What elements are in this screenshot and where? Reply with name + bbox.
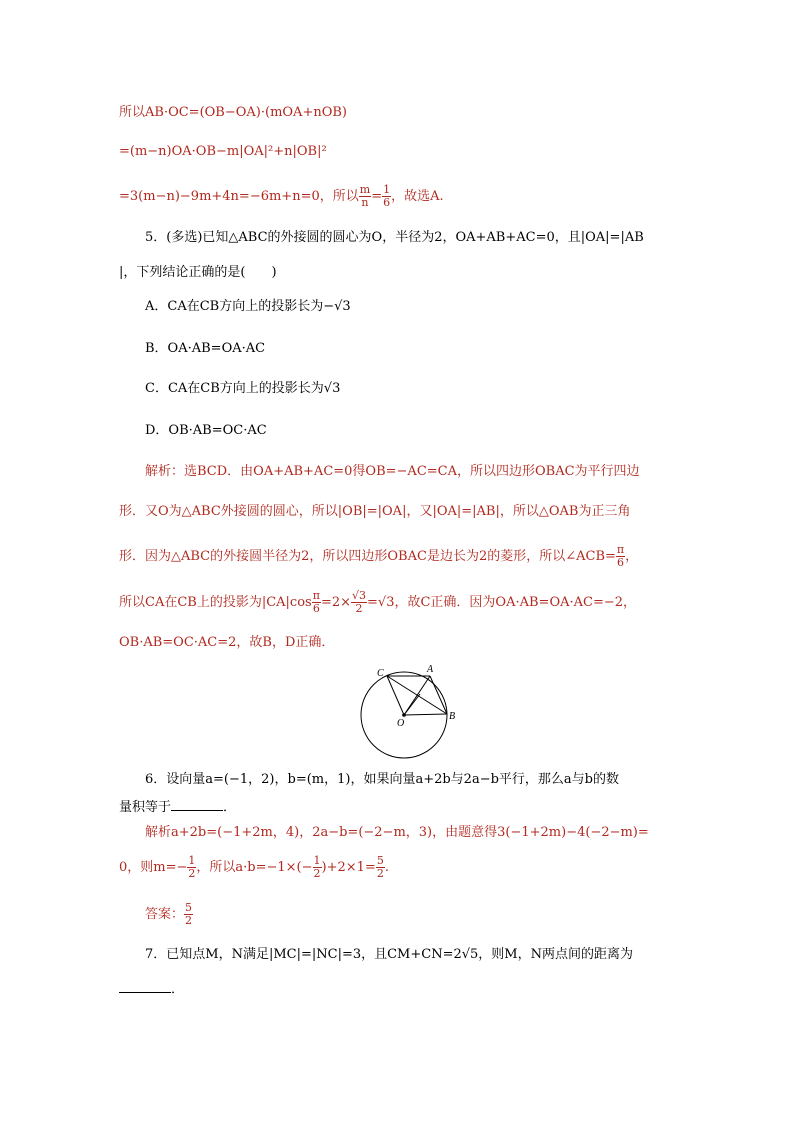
fraction-pi-over-six: $\frac{\pi}{6}$ — [616, 543, 625, 569]
fraction-one-half-2: $\frac{1}{2}$ — [313, 854, 321, 880]
center-point-o — [402, 713, 406, 717]
circumcircle-diagram — [360, 662, 472, 762]
prev-solution-line-1: 所以AB·OC=(OB−OA)·(mOA+nOB) — [119, 105, 347, 120]
rhombus-circle-figure — [360, 662, 472, 762]
label-a: A — [427, 664, 434, 675]
answer-blank — [171, 798, 223, 811]
prev-solution-line-3-text: =3(m−n)−9m+4n=−6m+n=0，所以 — [119, 189, 359, 204]
label-c: C — [377, 668, 384, 679]
fraction-sqrt3-over-two: $\frac{√3}{2}$ — [352, 589, 367, 615]
q5-solution-line-5: OB·AB=OC·AC=2，故B，D正确． — [119, 635, 335, 650]
segment-ob — [404, 714, 447, 715]
q6-solution-line-2: 0，则m=− $\frac{1}{2}$ ，所以a·b=−1×(− $\frac{1}{2}$ )+2×1= $\frac{5}{2}$ . — [119, 854, 389, 880]
segment-o-mid — [404, 694, 420, 715]
answer-blank-q7 — [119, 980, 171, 993]
fraction-m-over-n: $\frac{m}{n}$ — [359, 183, 371, 209]
q5-solution-line-4: 所以CA在CB上的投影为|CA|cos $\frac{\pi}{6}$ =2× $\frac{√3}{2}$ =√3，故C正确．因为OA·AB=OA·AC=−2， — [119, 589, 637, 615]
fraction-five-halves: $\frac{5}{2}$ — [376, 854, 384, 880]
q5-stem-line-1: 5．(多选)已知△ABC的外接圆的圆心为O，半径为2，OA+AB+AC=0，且|OA|=|AB — [145, 230, 644, 245]
q7-stem-line-2: ． — [119, 980, 184, 999]
fraction-pi-over-six-2: $\frac{\pi}{6}$ — [312, 589, 320, 615]
label-o: O — [397, 718, 405, 729]
answer-fraction-five-halves: $\frac{5}{2}$ — [185, 901, 193, 927]
prev-solution-line-2: =(m−n)OA·OB−m|OA|²+n|OB|² — [119, 144, 327, 159]
q6-answer: 答案： $\frac{5}{2}$ — [145, 901, 193, 927]
q5-stem-line-2: |，下列结论正确的是( ) — [119, 265, 277, 280]
q5-option-c: C．CA在CB方向上的投影长为√3 — [145, 381, 341, 396]
q7-stem-line-1: 7．已知点M，N满足|MC|=|NC|=3，且CM+CN=2√5，则M，N两点间的距离为 — [145, 947, 633, 962]
label-b: B — [449, 711, 456, 722]
q5-solution-line-2: 形．又O为△ABC外接圆的圆心，所以|OB|=|OA|，又|OA|=|AB|，所以△OAB为正三角 — [119, 504, 631, 519]
q5-solution-line-3: 形．因为△ABC的外接圆半径为2，所以四边形OBAC是边长为2的菱形，所以∠ACB= $\frac{\pi}{6}$ ， — [119, 543, 639, 569]
q5-solution-line-1: 解析：选BCD．由OA+AB+AC=0得OB=−AC=CA，所以四边形OBAC为平行四边 — [145, 464, 640, 479]
q6-stem-line-1: 6．设向量a=(−1，2)，b=(m，1)，如果向量a+2b与2a−b平行，那么a与b的数 — [145, 772, 619, 787]
prev-solution-line-3: =3(m−n)−9m+4n=−6m+n=0，所以 $\frac{m}{n}$ = $\frac{1}{6}$ ，故选A. — [119, 183, 444, 209]
fraction-one-sixth: $\frac{1}{6}$ — [383, 183, 391, 209]
q5-option-b: B．OA·AB=OA·AC — [145, 341, 266, 356]
q5-option-a: A．CA在CB方向上的投影长为−√3 — [145, 299, 351, 314]
q6-solution-line-1: 解析a+2b=(−1+2m，4)，2a−b=(−2−m，3)，由题意得3(−1+2m)−4(−2−m)= — [145, 825, 649, 840]
fraction-one-half: $\frac{1}{2}$ — [188, 854, 196, 880]
q5-option-d: D．OB·AB=OC·AC — [145, 423, 267, 438]
q6-stem-line-2: 量积等于 ． — [119, 800, 237, 815]
